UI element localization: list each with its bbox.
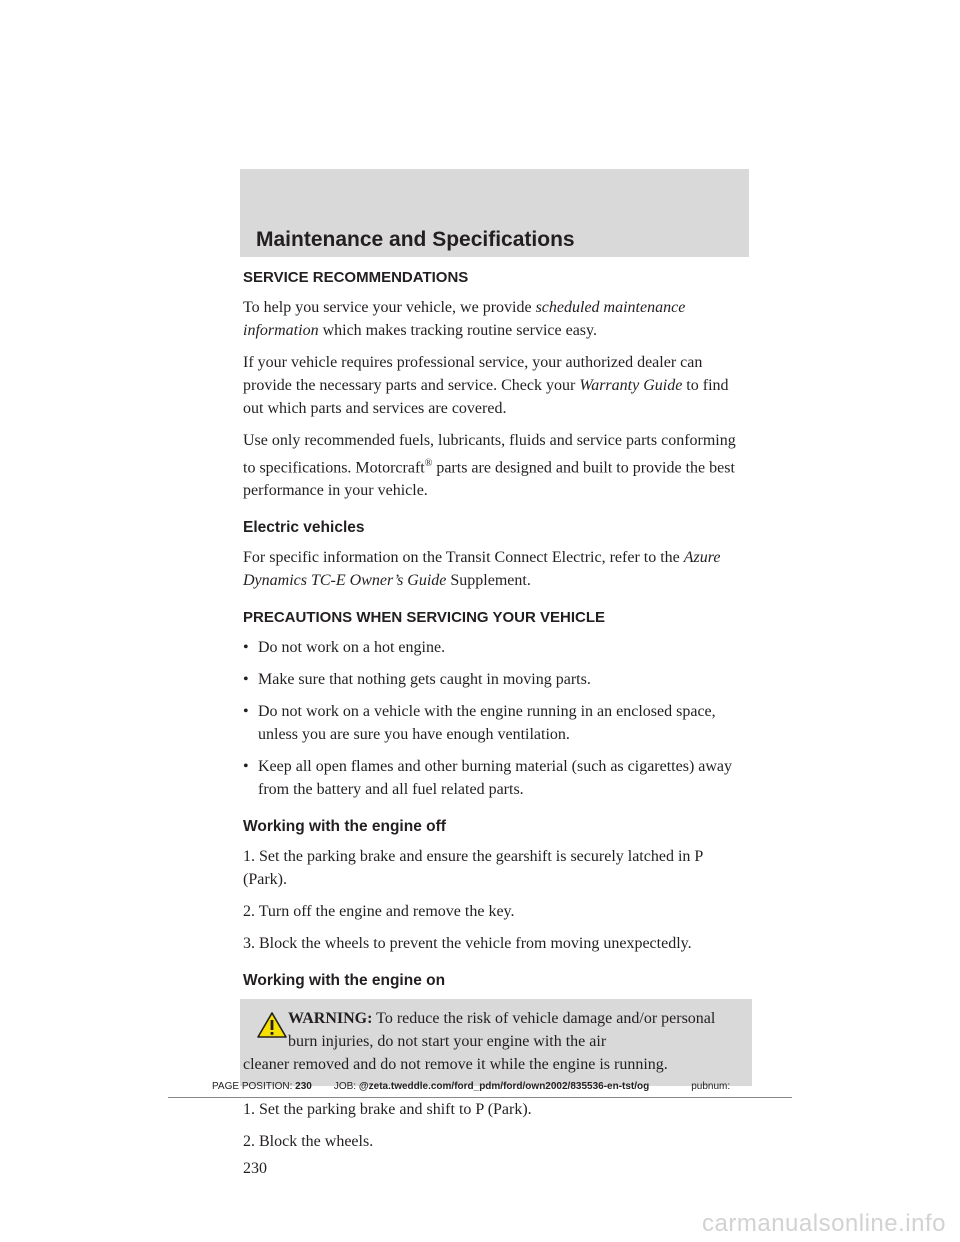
warning-box	[240, 999, 752, 1086]
section-heading-engine-on: Working with the engine on	[243, 972, 446, 990]
engine-off-step-3: 3. Block the wheels to prevent the vehicle from moving unexpectedly.	[243, 935, 692, 953]
warning-text-continued: cleaner removed and do not remove it while the engine is running.	[243, 1056, 668, 1074]
bullet-icon: •	[243, 758, 249, 776]
engine-on-step-1: 1. Set the parking brake and shift to P (Park).	[243, 1101, 532, 1119]
footer-rule	[168, 1097, 792, 1098]
engine-off-step-1: 1. Set the parking brake and ensure the gearshift is securely latched in P (Park).	[243, 848, 703, 889]
warning-text: WARNING: To reduce the risk of vehicle damage and/or personal burn injuries, do not start your engine with the air	[288, 1010, 716, 1051]
page-number: 230	[243, 1160, 267, 1178]
service-paragraph-1: To help you service your vehicle, we provide scheduled maintenance information which makes tracking routine service easy.	[243, 299, 686, 339]
electric-paragraph: For specific information on the Transit Connect Electric, refer to the Azure Dynamics TC-E Owner’s Guide Supplement.	[243, 549, 721, 590]
chapter-title: Maintenance and Specifications	[256, 228, 575, 251]
page-content	[243, 266, 749, 1189]
section-heading-engine-off: Working with the engine off	[243, 818, 446, 836]
warning-label: WARNING:	[288, 1010, 373, 1028]
service-paragraph-2: If your vehicle requires professional service, your authorized dealer can provide the necessary parts and service. Check your Warranty Guide to find out which parts and services are covered.	[243, 354, 729, 417]
engine-on-step-2: 2. Block the wheels.	[243, 1133, 374, 1151]
list-item: • Do not work on a vehicle with the engine running in an enclosed space, unless you are sure you have enough ventilation.	[243, 700, 749, 746]
section-heading-service: SERVICE RECOMMENDATIONS	[243, 269, 469, 286]
watermark[interactable]: carmanualsonline.info	[702, 1210, 946, 1237]
service-paragraph-3: Use only recommended fuels, lubricants, fluids and service parts conforming to specifications. Motorcraft® parts are designed and built to provide the best performance in your vehicle.	[243, 432, 736, 500]
precautions-list	[243, 636, 749, 801]
bullet-icon: •	[243, 671, 249, 689]
warning-triangle-icon	[256, 1011, 288, 1039]
bullet-icon: •	[243, 639, 249, 657]
section-heading-precautions: PRECAUTIONS WHEN SERVICING YOUR VEHICLE	[243, 609, 605, 627]
print-footer: PAGE POSITION: 230 JOB: @zeta.tweddle.com/ford_pdm/ford/own2002/835536-en-tst/og pubnum:	[212, 1081, 731, 1092]
section-heading-electric: Electric vehicles	[243, 519, 365, 537]
chapter-header-band	[240, 169, 749, 257]
list-item: • Keep all open flames and other burning material (such as cigarettes) away from the battery and all fuel related parts.	[243, 755, 749, 801]
list-item: • Make sure that nothing gets caught in moving parts.	[243, 668, 749, 691]
list-item: • Do not work on a hot engine.	[243, 636, 749, 659]
bullet-icon: •	[243, 703, 249, 721]
engine-off-step-2: 2. Turn off the engine and remove the key.	[243, 903, 515, 921]
